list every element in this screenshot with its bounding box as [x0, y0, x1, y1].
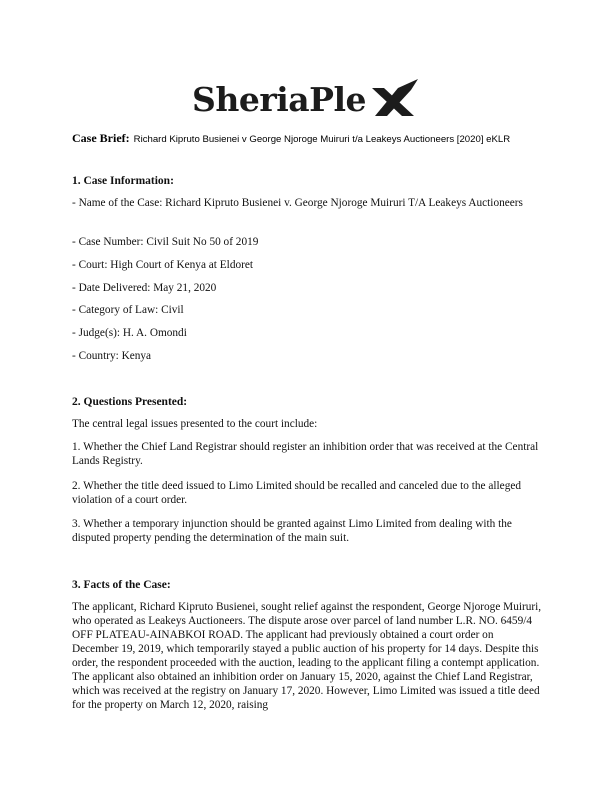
sheriaplex-logo [192, 78, 422, 118]
country-item: - Country: Kenya [72, 350, 152, 362]
facts-heading: 3. Facts of the Case: [72, 579, 171, 591]
case-brief-label: Case Brief: [72, 131, 130, 145]
question-item: 2. Whether the title deed issued to Limo Limited should be recalled and canceled due to the alleged violation of a court order. [72, 480, 522, 506]
logo-x-mark [372, 79, 418, 116]
question-item: 3. Whether a temporary injunction should be granted against Limo Limited from dealing with the disputed property pending the determination of the main suit. [72, 518, 512, 544]
judges-item: - Judge(s): H. A. Omondi [72, 327, 187, 339]
case-brief-line [72, 129, 552, 147]
case-information-heading: 1. Case Information: [72, 175, 174, 187]
logo-text: SheriaPle [192, 80, 366, 118]
case-number-item: - Case Number: Civil Suit No 50 of 2019 [72, 236, 259, 248]
category-item: - Category of Law: Civil [72, 304, 184, 316]
questions-intro: The central legal issues presented to the court include: [72, 418, 318, 430]
question-item: 1. Whether the Chief Land Registrar should register an inhibition order that was received at the Central Lands Registry. [72, 441, 539, 467]
date-delivered-item: - Date Delivered: May 21, 2020 [72, 282, 217, 294]
questions-presented-heading: 2. Questions Presented: [72, 396, 188, 408]
case-name-item: - Name of the Case: Richard Kipruto Busienei v. George Njoroge Muiruri T/A Leakeys Auctioneers [72, 197, 523, 209]
case-brief-title: Richard Kipruto Busienei v George Njoroge Muiruri t/a Leakeys Auctioneers [2020] eKLR [133, 134, 511, 145]
court-item: - Court: High Court of Kenya at Eldoret [72, 259, 254, 271]
facts-paragraph: The applicant, Richard Kipruto Busienei, sought relief against the respondent, George Njoroge Muiruri, who operated as Leakeys Auctioneers. The dispute arose over parcel of land number L.R. NO. 6459/4 OFF PLATEAU-AINABKOI ROAD. The applicant had previously obtained a court order on December 19, 2019, which temporarily stayed a public auction of his property for 14 days. Despite this order, the respondent proceeded with the auction, leading to the applicant filing a contempt application. The applicant also obtained an inhibition order on January 15, 2020, against the Chief Land Registrar, which was received at the registry on January 17, 2020. However, Limo Limited was issued a title deed for the property on March 12, 2020, raising [72, 601, 542, 711]
